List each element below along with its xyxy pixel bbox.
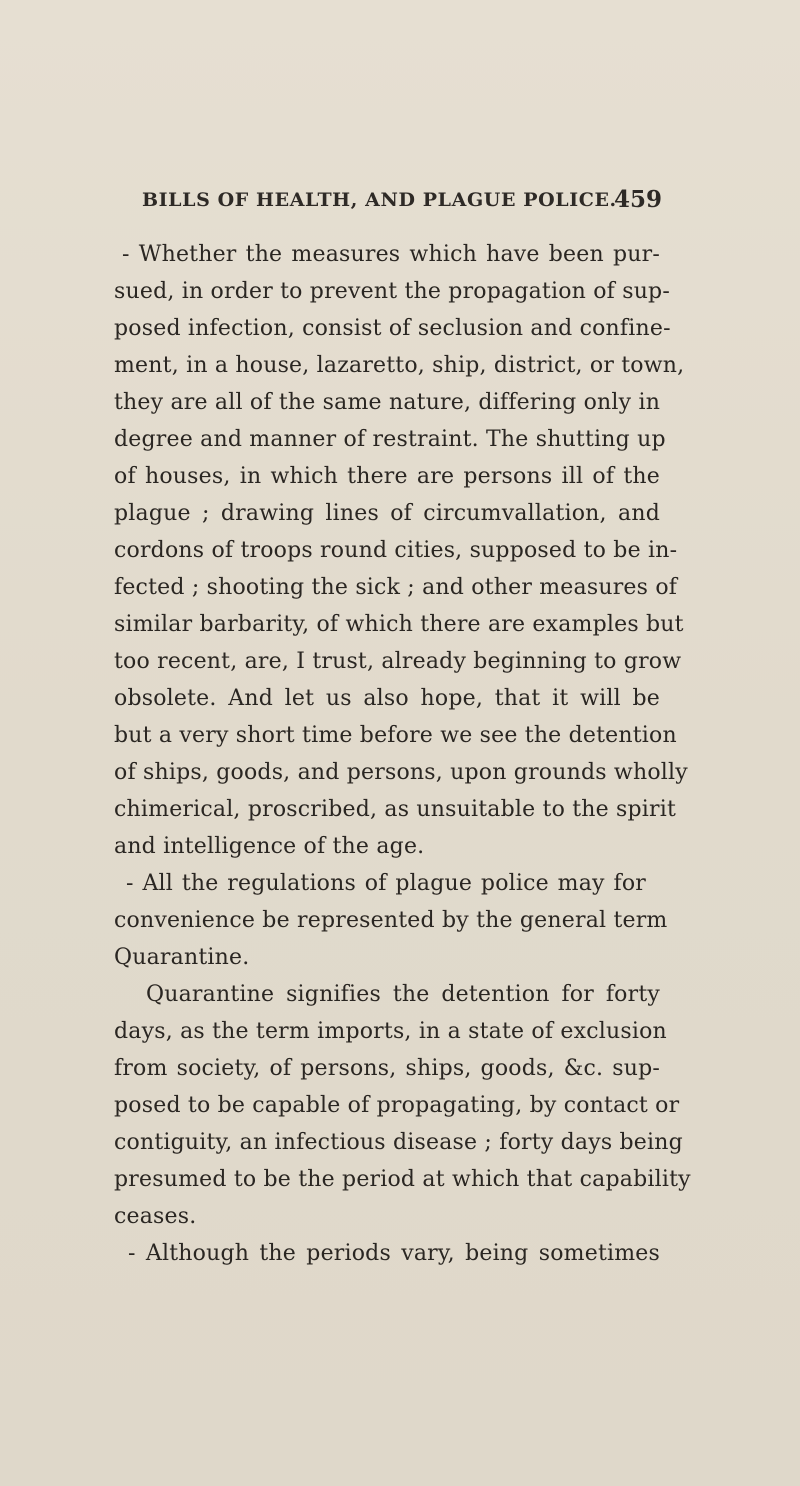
- text-line: - Whether the measures which have been pur-: [122, 242, 660, 267]
- text-line: ment, in a house, lazaretto, ship, district, or town,: [114, 353, 685, 378]
- text-line: posed to be capable of propagating, by contact or: [114, 1093, 680, 1118]
- text-line: of ships, goods, and persons, upon grounds wholly: [114, 760, 688, 785]
- text-line: - All the regulations of plague police may for: [126, 871, 646, 896]
- text-line: chimerical, proscribed, as unsuitable to the spirit: [114, 797, 677, 822]
- text-line: of houses, in which there are persons ill of the: [114, 464, 660, 489]
- text-line: plague ; drawing lines of circumvallation, and: [114, 501, 660, 526]
- body-text: [114, 236, 691, 1272]
- paragraph-quarantine-definition: [114, 976, 691, 1235]
- text-line: convenience be represented by the general term: [114, 908, 668, 933]
- paragraph-measures: [114, 236, 688, 865]
- text-line: obsolete. And let us also hope, that it will be: [114, 686, 660, 711]
- text-line: presumed to be the period at which that capability: [114, 1167, 691, 1192]
- text-line: days, as the term imports, in a state of exclusion: [114, 1019, 667, 1044]
- paragraph-periods: [114, 1235, 660, 1272]
- text-line: cordons of troops round cities, supposed to be in-: [114, 538, 678, 563]
- page-number: 459: [613, 186, 662, 213]
- text-line: ceases.: [114, 1204, 197, 1229]
- text-line: - Although the periods vary, being sometimes: [128, 1241, 660, 1266]
- running-title: BILLS OF HEALTH, AND PLAGUE POLICE.: [142, 189, 617, 211]
- text-line: and intelligence of the age.: [114, 834, 425, 859]
- text-line: fected ; shooting the sick ; and other measures of: [114, 575, 678, 600]
- text-line: too recent, are, I trust, already beginning to grow: [114, 649, 682, 674]
- text-line: from society, of persons, ships, goods, &c. sup-: [114, 1056, 660, 1081]
- text-line: posed infection, consist of seclusion and confine-: [114, 316, 671, 341]
- text-line: but a very short time before we see the detention: [114, 723, 677, 748]
- running-head: [142, 186, 662, 225]
- text-line: Quarantine.: [114, 945, 250, 970]
- text-line: Quarantine signifies the detention for forty: [146, 982, 660, 1007]
- text-line: contiguity, an infectious disease ; forty days being: [114, 1130, 683, 1155]
- text-line: sued, in order to prevent the propagation of sup-: [114, 279, 670, 304]
- text-line: they are all of the same nature, differing only in: [114, 390, 661, 415]
- paragraph-regulations: [114, 865, 668, 976]
- text-line: degree and manner of restraint. The shutting up: [114, 427, 666, 452]
- text-line: similar barbarity, of which there are examples but: [114, 612, 684, 637]
